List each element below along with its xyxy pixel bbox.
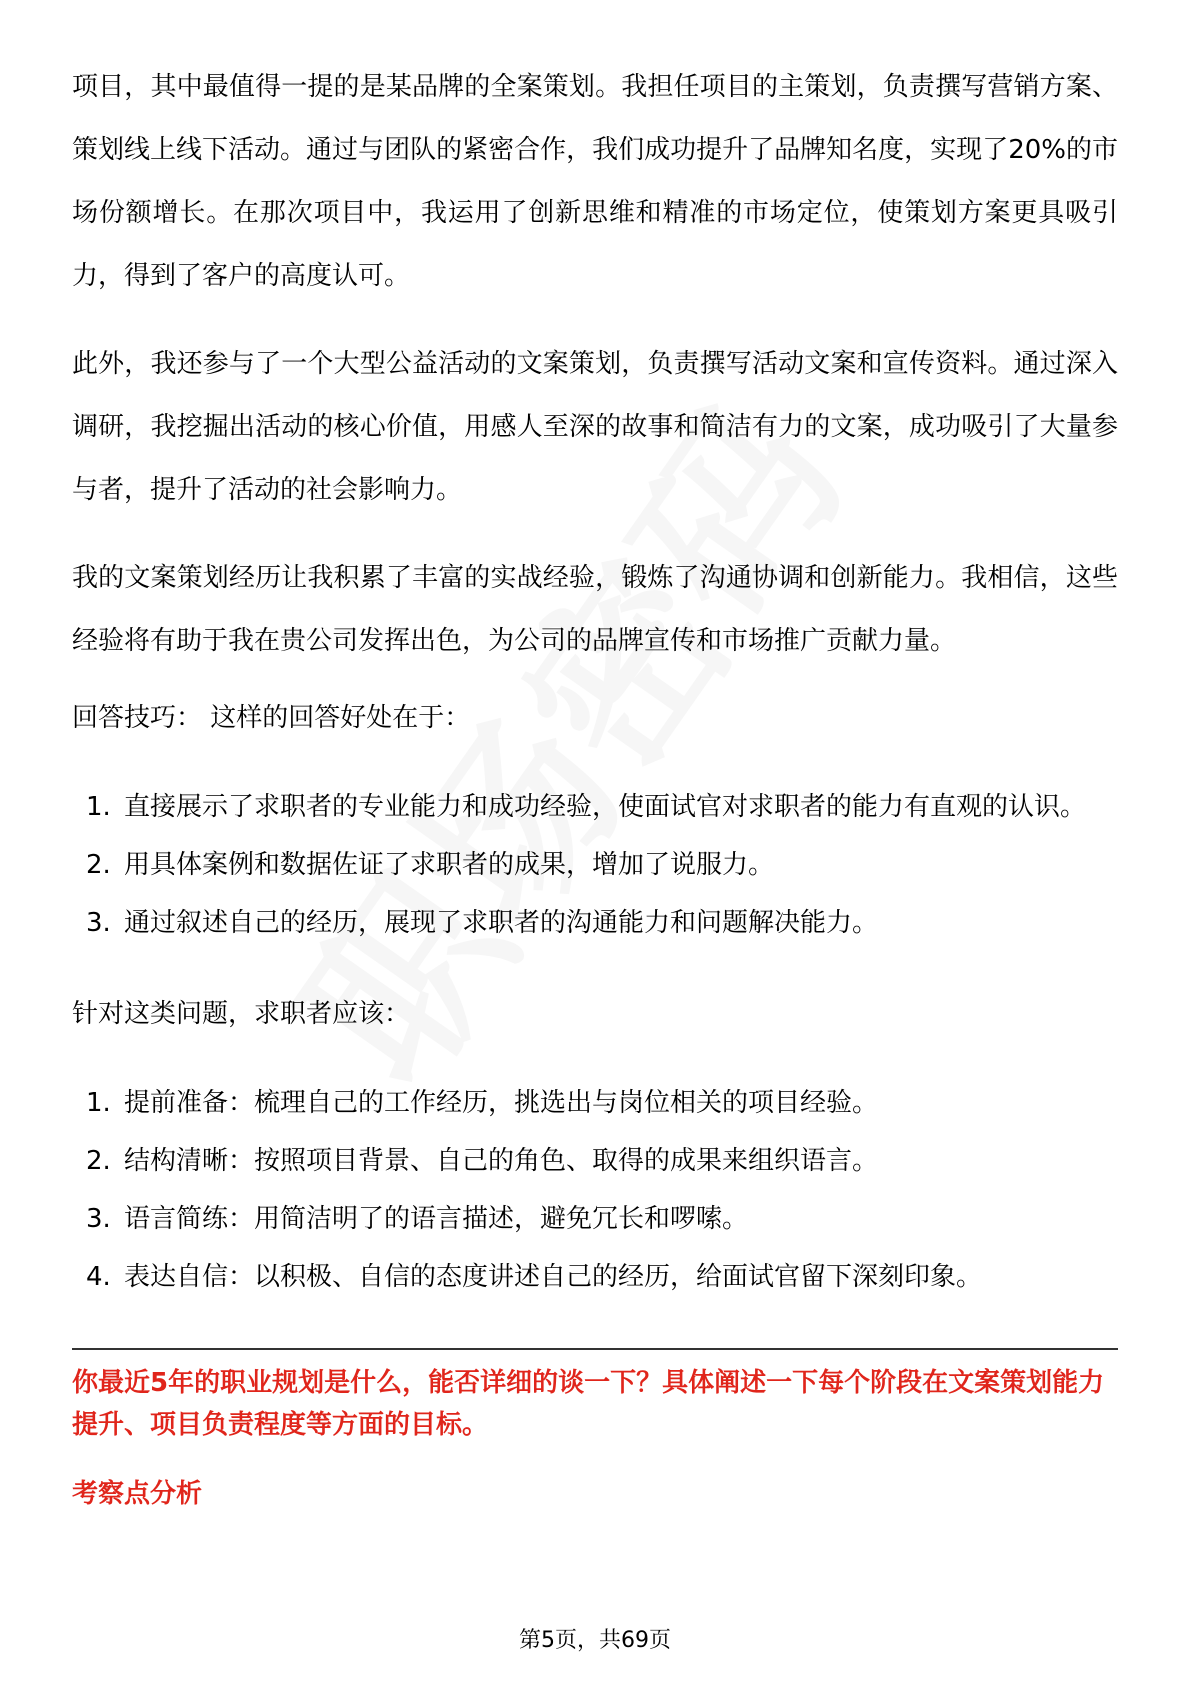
body-paragraph: 项目，其中最值得一提的是某品牌的全案策划。我担任项目的主策划，负责撰写营销方案、策划线上线下活动。通过与团队的紧密合作，我们成功提升了品牌知名度，实现了20%的市场份额增长。在那次项目中，我运用了创新思维和精准的市场定位，使策划方案更具吸引力，得到了客户的高度认可。 <box>72 72 1118 291</box>
list-number: 3. <box>86 908 111 938</box>
list-number: 1. <box>86 792 111 822</box>
list-number: 1. <box>86 1088 111 1118</box>
list-item-text: 语言简练：用简洁明了的语言描述，避免冗长和啰嗦。 <box>124 1204 749 1234</box>
list-item-text: 结构清晰：按照项目背景、自己的角色、取得的成果来组织语言。 <box>124 1146 879 1176</box>
page-footer: 第5页，共69页 <box>519 1628 671 1653</box>
list-item <box>72 836 1118 894</box>
next-question: 你最近5年的职业规划是什么，能否详细的谈一下？具体阐述一下每个阶段在文案策划能力提升、项目负责程度等方面的目标。 <box>72 1368 1105 1440</box>
section-heading: 考察点分析 <box>72 1479 203 1509</box>
list-number: 2. <box>86 1146 111 1176</box>
section-divider <box>72 1348 1118 1350</box>
list-item <box>72 1190 1118 1248</box>
list-item <box>72 1248 1118 1306</box>
body-paragraph: 此外，我还参与了一个大型公益活动的文案策划，负责撰写活动文案和宣传资料。通过深入调研，我挖掘出活动的核心价值，用感人至深的故事和简洁有力的文案，成功吸引了大量参与者，提升了活动的社会影响力。 <box>72 349 1118 505</box>
list-item-text: 通过叙述自己的经历，展现了求职者的沟通能力和问题解决能力。 <box>124 908 879 938</box>
list-item <box>72 1132 1118 1190</box>
list-number: 4. <box>86 1262 111 1292</box>
document-page <box>72 56 1118 1514</box>
tips-label: 回答技巧： 这样的回答好处在于： <box>72 703 471 733</box>
list-item-text: 表达自信：以积极、自信的态度讲述自己的经历，给面试官留下深刻印象。 <box>124 1262 983 1292</box>
list-number: 3. <box>86 1204 111 1234</box>
advice-label: 针对这类问题，求职者应该： <box>72 999 411 1029</box>
tips-list <box>72 778 1118 952</box>
list-item-text: 提前准备：梳理自己的工作经历，挑选出与岗位相关的项目经验。 <box>124 1088 879 1118</box>
body-paragraph: 我的文案策划经历让我积累了丰富的实战经验，锻炼了沟通协调和创新能力。我相信，这些经验将有助于我在贵公司发挥出色，为公司的品牌宣传和市场推广贡献力量。 <box>72 563 1118 656</box>
list-item <box>72 894 1118 952</box>
list-item-text: 直接展示了求职者的专业能力和成功经验，使面试官对求职者的能力有直观的认识。 <box>124 792 1087 822</box>
list-item-text: 用具体案例和数据佐证了求职者的成果，增加了说服力。 <box>124 850 775 880</box>
list-number: 2. <box>86 850 111 880</box>
list-item <box>72 778 1118 836</box>
advice-list <box>72 1074 1118 1306</box>
list-item <box>72 1074 1118 1132</box>
